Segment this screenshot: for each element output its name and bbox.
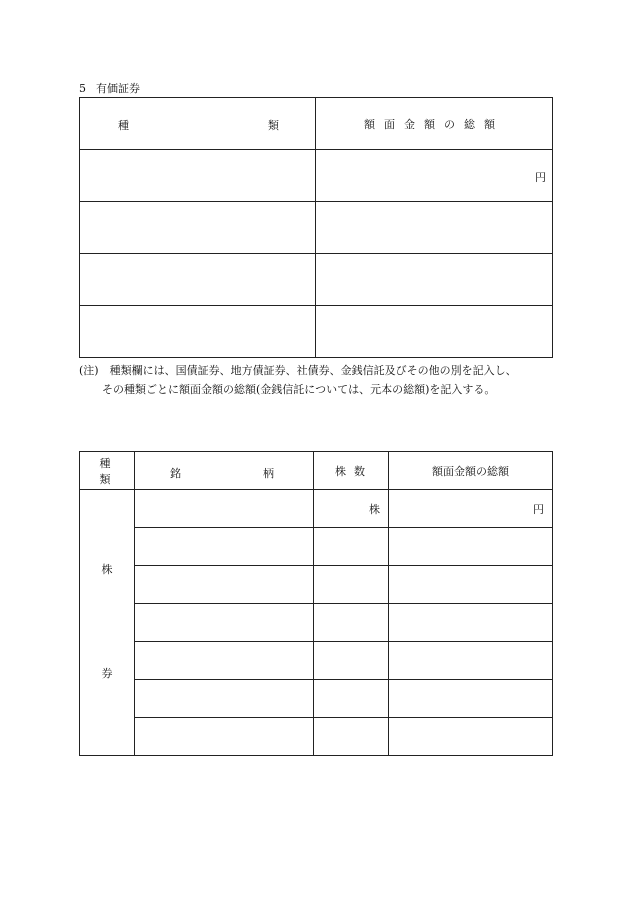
table2-header-row xyxy=(80,452,553,490)
face-total-cell[interactable] xyxy=(389,718,553,756)
table2-row xyxy=(80,566,553,604)
table2-row xyxy=(80,528,553,566)
table2-row xyxy=(80,642,553,680)
table1-kind-cell[interactable] xyxy=(80,306,316,358)
shares-cell[interactable] xyxy=(314,642,389,680)
table1-total-cell[interactable] xyxy=(316,306,553,358)
brand-cell[interactable] xyxy=(135,528,314,566)
table2-header-face-total: 額面金額の総額 xyxy=(389,452,553,490)
securities-summary-table xyxy=(79,97,553,358)
face-total-cell[interactable] xyxy=(389,528,553,566)
section-title-text: 有価証券 xyxy=(96,82,140,95)
face-total-cell[interactable]: 円 xyxy=(389,490,553,528)
brand-cell[interactable] xyxy=(135,490,314,528)
section-title xyxy=(79,80,140,96)
table2-header-shares: 株数 xyxy=(314,452,389,490)
section-number: 5 xyxy=(79,82,86,95)
table1-total-cell[interactable] xyxy=(316,202,553,254)
face-total-cell[interactable] xyxy=(389,642,553,680)
note xyxy=(79,361,517,399)
brand-cell[interactable] xyxy=(135,604,314,642)
table1-total-cell[interactable] xyxy=(316,254,553,306)
table1-kind-cell[interactable] xyxy=(80,150,316,202)
shares-cell[interactable]: 株 xyxy=(314,490,389,528)
table2-header-brand xyxy=(135,452,314,490)
shares-cell[interactable] xyxy=(314,604,389,642)
stocks-table xyxy=(79,451,553,756)
note-line-2: その種類ごとに額面金額の総額(金銭信託については、元本の総額)を記入する。 xyxy=(102,383,496,396)
shares-cell[interactable] xyxy=(314,680,389,718)
table2-header-brand-a: 銘 xyxy=(170,467,181,480)
table2-header-kind: 種類 xyxy=(80,452,135,490)
brand-cell[interactable] xyxy=(135,718,314,756)
brand-cell[interactable] xyxy=(135,680,314,718)
table2-header-brand-b: 柄 xyxy=(263,467,274,480)
shares-cell[interactable] xyxy=(314,566,389,604)
stock-char-1: 株 xyxy=(101,563,113,576)
table1-row xyxy=(80,202,553,254)
table2-row xyxy=(80,604,553,642)
table1-header-kind xyxy=(80,98,316,150)
face-total-cell[interactable] xyxy=(389,680,553,718)
brand-cell[interactable] xyxy=(135,566,314,604)
stock-char-2: 券 xyxy=(101,667,113,680)
yen-unit-label: 円 xyxy=(535,171,546,184)
table1-header-kind-b: 類 xyxy=(268,119,279,132)
table1-row xyxy=(80,150,553,202)
table1-total-cell[interactable] xyxy=(316,150,553,202)
face-total-cell[interactable] xyxy=(389,604,553,642)
brand-cell[interactable] xyxy=(135,642,314,680)
table2-row xyxy=(80,718,553,756)
table2-row xyxy=(80,680,553,718)
table1-kind-cell[interactable] xyxy=(80,202,316,254)
note-line-1: (注) 種類欄には、国債証券、地方債証券、社債券、金銭信託及びその他の別を記入し、 xyxy=(79,364,517,377)
table1-header-kind-a: 種 xyxy=(118,119,129,132)
table1-row xyxy=(80,254,553,306)
table1-header-row xyxy=(80,98,553,150)
face-total-cell[interactable] xyxy=(389,566,553,604)
table1-header-total: 額面金額の総額 xyxy=(316,98,553,150)
table2-row xyxy=(80,490,553,528)
shares-cell[interactable] xyxy=(314,718,389,756)
stock-kind-cell xyxy=(80,490,135,756)
table1-kind-cell[interactable] xyxy=(80,254,316,306)
shares-cell[interactable] xyxy=(314,528,389,566)
table1-row xyxy=(80,306,553,358)
